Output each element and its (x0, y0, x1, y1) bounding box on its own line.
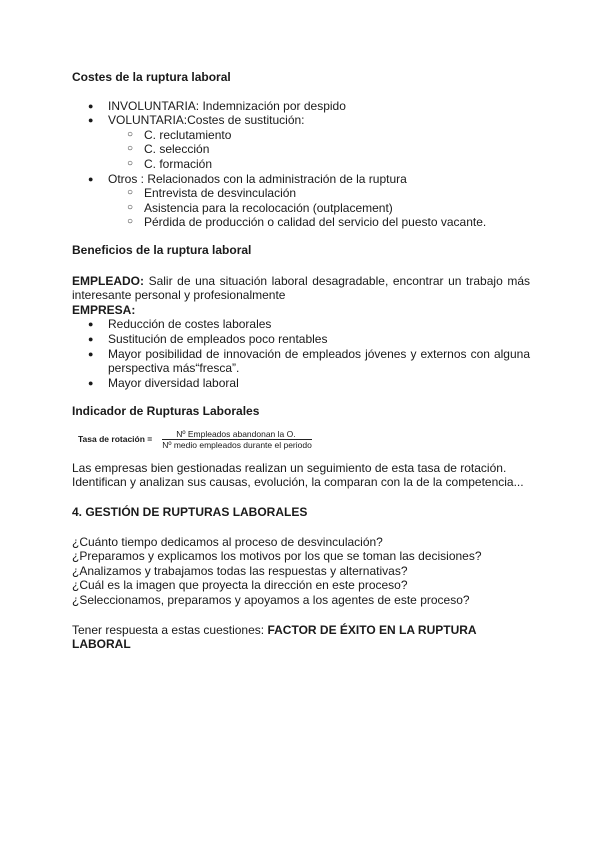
questions-block (72, 535, 530, 608)
question-line: ¿Cuál es la imagen que proyecta la dirección en este proceso? (72, 578, 408, 593)
list-item: ● Reducción de costes laborales (72, 317, 530, 332)
list-item: ● Mayor posibilidad de innovación de empleados jóvenes y externos con alguna perspectiva más“fresca”. (72, 347, 530, 376)
closing-paragraph (72, 623, 530, 652)
list-item: ● Sustitución de empleados poco rentables (72, 332, 530, 347)
sub-list-item: ○ Asistencia para la recolocación (outplacement) (72, 201, 530, 216)
list-item: ● Mayor diversidad laboral (72, 376, 530, 391)
sub-list-item: ○ C. formación (72, 157, 530, 172)
sub-list-item: ○ Pérdida de producción o calidad del servicio del puesto vacante. (72, 215, 530, 230)
empleado-text: Salir de una situación laboral desagradable, encontrar un trabajo más interesante personal y profesionalmente (72, 273, 530, 303)
section-indicador-title: Indicador de Rupturas Laborales (72, 404, 260, 419)
rotation-formula (78, 429, 530, 450)
formula-fraction (162, 429, 312, 450)
closing-text: Tener respuesta a estas cuestiones: (72, 622, 268, 637)
indicador-paragraph: Las empresas bien gestionadas realizan un seguimiento de esta tasa de rotación. Identifican y analizan sus causas, evolución, la comparan con la de la competencia... (72, 460, 524, 490)
empleado-label: EMPLEADO: (72, 273, 144, 288)
question-line: ¿Cuánto tiempo dedicamos al proceso de desvinculación? (72, 534, 383, 549)
list-item: ● Otros : Relacionados con la administración de la ruptura (72, 172, 530, 187)
section-beneficios-title: Beneficios de la ruptura laboral (72, 242, 252, 257)
sub-list-item: ○ C. reclutamiento (72, 128, 530, 143)
question-line: ¿Analizamos y trabajamos todas las respuestas y alternativas? (72, 563, 408, 578)
formula-numerator: Nº Empleados abandonan la O. (176, 428, 296, 439)
section-gestion-title: 4. GESTIÓN DE RUPTURAS LABORALES (72, 505, 308, 520)
sub-list-item: ○ C. selección (72, 142, 530, 157)
empleado-paragraph (72, 274, 530, 303)
empresa-label: EMPRESA: (72, 302, 136, 317)
question-line: ¿Preparamos y explicamos los motivos por los que se toman las decisiones? (72, 549, 482, 564)
section-costes-title: Costes de la ruptura laboral (72, 70, 231, 84)
question-line: ¿Seleccionamos, preparamos y apoyamos a los agentes de este proceso? (72, 593, 470, 608)
closing-bold-text: FACTOR DE ÉXITO EN LA RUPTURA LABORAL (72, 622, 477, 652)
empresa-list (72, 317, 530, 390)
costes-list (72, 99, 530, 230)
list-item: ● INVOLUNTARIA: Indemnización por despido (72, 99, 530, 114)
sub-list-item: ○ Entrevista de desvinculación (72, 186, 530, 201)
document-page (72, 70, 530, 652)
list-item: ● VOLUNTARIA:Costes de sustitución: (72, 113, 530, 128)
formula-denominator: Nº medio empleados durante el periodo (162, 439, 312, 450)
formula-label: Tasa de rotación = (78, 434, 153, 445)
